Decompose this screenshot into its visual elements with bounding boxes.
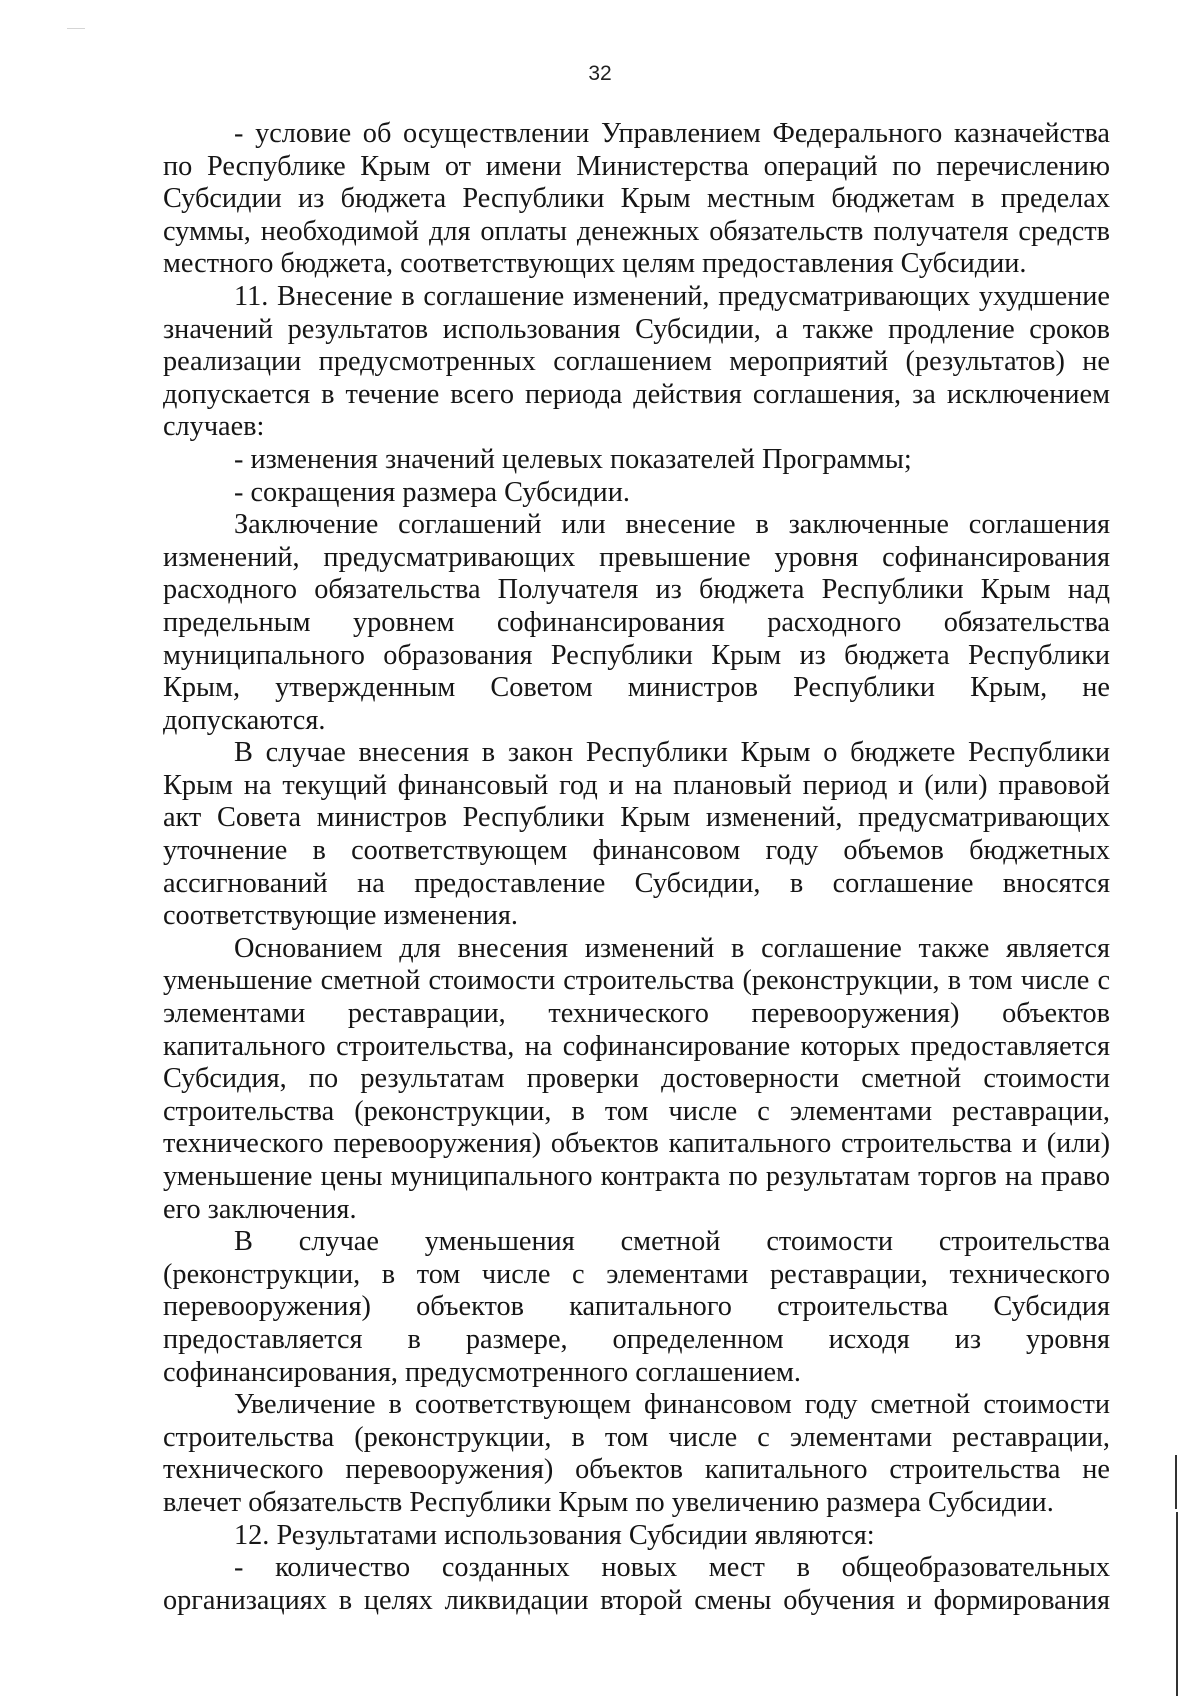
- paragraph-exception-reduction: - сокращения размера Субсидии.: [234, 476, 630, 508]
- paragraph-item-12: 12. Результатами использования Субсидии являются:: [234, 1519, 875, 1551]
- document-body: [163, 118, 1110, 1617]
- paragraph-cost-increase: Увеличение в соответствующем финансовом году сметной стоимости строительства (реконструкции, в том числе с элементами реставрации, технического перевооружения) объектов капитального строительства не влечет обязательств Республики Крым по увеличению размера Субсидии.: [163, 1389, 1110, 1518]
- paragraph-cost-reduction: В случае уменьшения сметной стоимости строительства (реконструкции, в том числе с элементами реставрации, технического перевооружения) объектов капитального строительства Субсидия предоставляется в размере, определенном исходя из уровня софинансирования, предусмотренного соглашением.: [163, 1226, 1110, 1388]
- paragraph-exception-indicators: - изменения значений целевых показателей Программы;: [234, 443, 912, 475]
- paragraph-condition-treasury: - условие об осуществлении Управлением Федерального казначейства по Республике Крым от имени Министерства операций по перечислению Субсидии из бюджета Республики Крым местным бюджетам в пределах суммы, необходимой для оплаты денежных обязательств получателя средств местного бюджета, соответствующих целям предоставления Субсидии.: [163, 118, 1110, 280]
- paragraph-results-places: - количество созданных новых мест в общеобразовательных организациях в целях ликвидации второй смены обучения и формирования: [163, 1552, 1110, 1616]
- scan-artifact: [67, 28, 85, 29]
- paragraph-grounds-for-changes: Основанием для внесения изменений в соглашение также является уменьшение сметной стоимости строительства (реконструкции, в том числе с элементами реставрации, технического перевооружения) объектов капитального строительства, на софинансирование которых предоставляется Субсидия, по результатам проверки достоверности сметной стоимости строительства (реконструкции, в том числе с элементами реставрации, технического перевооружения) объектов капитального строительства и (или) уменьшение цены муниципального контракта по результатам торгов на право его заключения.: [163, 932, 1110, 1225]
- paragraph-item-11: 11. Внесение в соглашение изменений, предусматривающих ухудшение значений результатов использования Субсидии, а также продление сроков реализации предусмотренных соглашением мероприятий (результатов) не допускается в течение всего периода действия соглашения, за исключением случаев:: [163, 280, 1110, 443]
- scan-edge-mark: [1176, 1512, 1178, 1696]
- scan-edge-mark: [1175, 1455, 1177, 1509]
- paragraph-cofinancing-limit: Заключение соглашений или внесение в заключенные соглашения изменений, предусматривающих превышение уровня софинансирования расходного обязательства Получателя из бюджета Республики Крым над предельным уровнем софинансирования расходного обязательства муниципального образования Республики Крым из бюджета Республики Крым, утвержденным Советом министров Республики Крым, не допускаются.: [163, 509, 1110, 736]
- paragraph-budget-law-changes: В случае внесения в закон Республики Крым о бюджете Республики Крым на текущий финансовый год и на плановый период и (или) правовой акт Совета министров Республики Крым изменений, предусматривающих уточнение в соответствующем финансовом году объемов бюджетных ассигнований на предоставление Субсидии, в соглашение вносятся соответствующие изменения.: [163, 737, 1110, 932]
- page-number: 32: [588, 62, 612, 85]
